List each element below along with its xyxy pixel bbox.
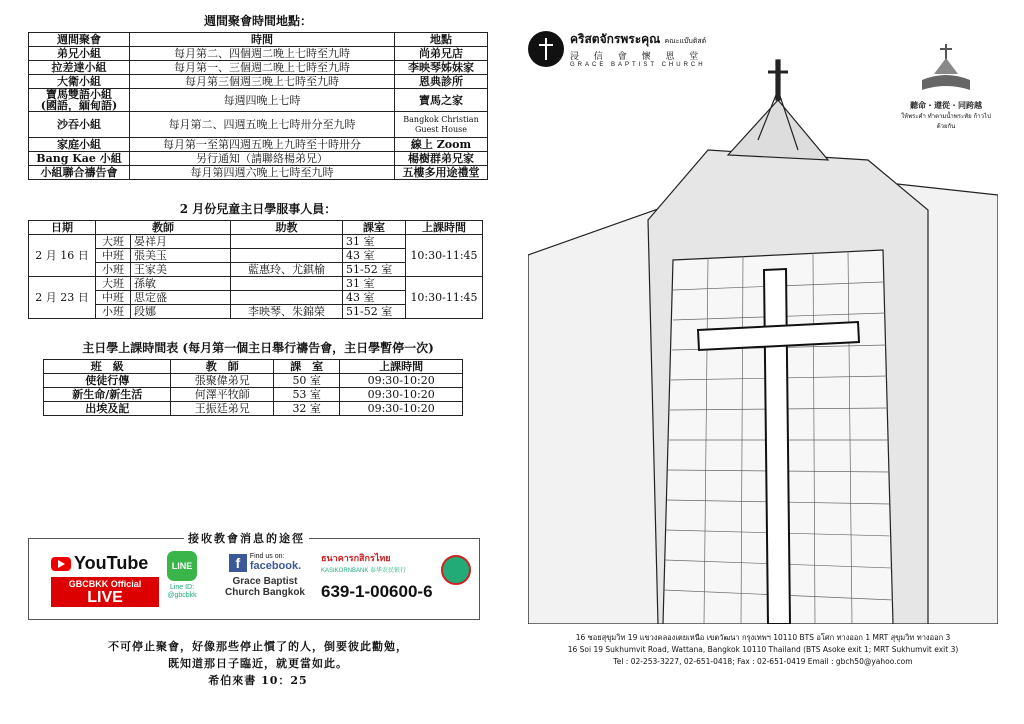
header-cell: 日期 bbox=[29, 221, 96, 235]
youtube-live-badge bbox=[51, 577, 159, 607]
address-th: 16 ซอยสุขุมวิท 19 แขวงคลองเตยเหนือ เขตวัฒนา กรุงเทพฯ 10110 BTS อโศก ทางออก 1 MRT สุขุมวิท ทางออก 3 bbox=[575, 633, 951, 642]
header-cell: 課 室 bbox=[274, 360, 340, 374]
line-id: Line ID: @gbcbkk bbox=[167, 584, 197, 599]
table-cell: 31 室 bbox=[343, 277, 406, 291]
meetings-table bbox=[28, 32, 488, 180]
motto-th: ให้พระคำ ทำตามน้ำพระทัย ก้าวไปด้วยกัน bbox=[901, 113, 991, 130]
table-cell: 09:30-10:20 bbox=[340, 402, 463, 416]
church-address bbox=[528, 632, 998, 668]
table-row bbox=[29, 138, 488, 152]
table-cell: 小組聯合禱告會 bbox=[29, 166, 130, 180]
youtube-channel: GBCBKK Official bbox=[68, 579, 142, 589]
table-cell: 拉差達小組 bbox=[29, 61, 130, 75]
table-cell: 新生命/新生活 bbox=[44, 388, 171, 402]
header-cell: 教師 bbox=[96, 221, 231, 235]
facebook-name: facebook. bbox=[249, 560, 302, 572]
bank-block bbox=[321, 551, 471, 602]
youtube-live: LIVE bbox=[87, 589, 123, 606]
table-cell: 張聚偉弟兄 bbox=[171, 374, 274, 388]
table-cell: 53 室 bbox=[274, 388, 340, 402]
header-cell: 課室 bbox=[343, 221, 406, 235]
church-cross-logo-icon bbox=[528, 31, 564, 67]
adult-school-title: 主日學上課時間表 (每月第一個主日舉行禱告會，主日學暫停一次) bbox=[82, 341, 434, 355]
header-cell: 時間 bbox=[130, 33, 395, 47]
table-cell bbox=[231, 249, 343, 263]
table-row bbox=[29, 152, 488, 166]
table-cell: 李映琴、朱錦榮 bbox=[231, 305, 343, 319]
header-cell: 上課時間 bbox=[406, 221, 483, 235]
header-cell: 地點 bbox=[395, 33, 488, 47]
table-cell: 恩典診所 bbox=[395, 75, 488, 89]
table-row bbox=[29, 277, 483, 291]
bible-church-icon bbox=[916, 40, 976, 96]
table-cell: 每月第二、四週五晚上七時卅分至九時 bbox=[130, 112, 395, 138]
header-cell: 週間聚會 bbox=[29, 33, 130, 47]
table-row bbox=[29, 166, 488, 180]
table-cell: Bangkok Christian Guest House bbox=[395, 112, 488, 138]
table-cell: 另行通知（請聯絡楊弟兄） bbox=[130, 152, 395, 166]
line-block[interactable] bbox=[159, 551, 205, 600]
table-cell: 李映琴姊妹家 bbox=[395, 61, 488, 75]
table-cell: 每週四晚上七時 bbox=[130, 89, 395, 112]
youtube-label: YouTube bbox=[74, 553, 149, 573]
table-row bbox=[29, 75, 488, 89]
table-row bbox=[44, 374, 463, 388]
table-cell: 大班 bbox=[96, 235, 131, 249]
church-name-zh: 浸 信 會 懷 恩 堂 bbox=[570, 52, 705, 62]
table-cell: 使徒行傳 bbox=[44, 374, 171, 388]
table-cell: 晏祥月 bbox=[131, 235, 231, 249]
cover-page bbox=[528, 20, 998, 624]
contact-box bbox=[28, 532, 480, 620]
table-cell: 五樓多用途禮堂 bbox=[395, 166, 488, 180]
facebook-icon: f bbox=[229, 554, 247, 572]
table-cell: 51-52 室 bbox=[343, 305, 406, 319]
verse-line-2: 既知道那日子臨近，就更當如此。 bbox=[168, 657, 348, 670]
bank-name-th: ธนาคารกสิกรไทย bbox=[321, 553, 391, 563]
table-cell: 10:30-11:45 bbox=[406, 235, 483, 277]
sunday-staff-table bbox=[28, 220, 483, 319]
table-header-row bbox=[29, 221, 483, 235]
table-cell: 每月第四週六晚上七時至九時 bbox=[130, 166, 395, 180]
table-cell: 51-52 室 bbox=[343, 263, 406, 277]
facebook-text bbox=[250, 553, 301, 572]
meetings-title: 週間聚會時間地點： bbox=[203, 14, 312, 28]
table-cell: 出埃及記 bbox=[44, 402, 171, 416]
church-name bbox=[570, 30, 706, 68]
adult-school-table bbox=[43, 359, 463, 416]
table-cell: 每月第一至第四週五晚上九時至十時卅分 bbox=[130, 138, 395, 152]
table-cell: 張美玉 bbox=[131, 249, 231, 263]
line-icon: LINE bbox=[167, 551, 197, 581]
facebook-logo bbox=[215, 553, 315, 572]
youtube-block[interactable] bbox=[51, 553, 159, 607]
table-cell bbox=[231, 277, 343, 291]
church-name-th-small: คณะแบ๊บติสต์ bbox=[664, 37, 707, 45]
address-en: 16 Soi 19 Sukhumvit Road, Wattana, Bangkok 10110 Thailand (BTS Asoke exit 1; MRT Sukhumvit exit 3) bbox=[567, 645, 959, 654]
table-cell: 2 月 23 日 bbox=[29, 277, 96, 319]
play-icon bbox=[51, 557, 71, 571]
table-row bbox=[44, 388, 463, 402]
sunday-staff-title: 2 月份兒童主日學服事人員： bbox=[179, 202, 337, 216]
bank-name-en: KASIKORNBANK 泰华农民银行 bbox=[321, 568, 407, 574]
table-cell: 藍惠玲、尤錤榆 bbox=[231, 263, 343, 277]
church-name-en: GRACE BAPTIST CHURCH bbox=[570, 62, 706, 68]
table-cell: 大衛小組 bbox=[29, 75, 130, 89]
table-cell: 中班 bbox=[96, 249, 131, 263]
youtube-logo bbox=[51, 553, 159, 574]
church-name-th: คริสตจักรพระคุณ bbox=[570, 32, 661, 46]
table-row bbox=[29, 112, 488, 138]
table-cell: 32 室 bbox=[274, 402, 340, 416]
contact-title: 接收教會消息的途徑 bbox=[184, 530, 309, 546]
table-cell: 大班 bbox=[96, 277, 131, 291]
header-cell: 上課時間 bbox=[340, 360, 463, 374]
table-cell: 家庭小組 bbox=[29, 138, 130, 152]
table-row bbox=[29, 61, 488, 75]
table-row bbox=[44, 402, 463, 416]
table-cell: 09:30-10:20 bbox=[340, 374, 463, 388]
kasikorn-logo-icon bbox=[441, 555, 471, 585]
verse-line-1: 不可停止聚會，好像那些停止慣了的人，倒要彼此勸勉， bbox=[108, 640, 408, 653]
table-header-row bbox=[29, 33, 488, 47]
table-cell: 寶馬雙語小組 (國語，緬甸語) bbox=[29, 89, 130, 112]
table-cell: 43 室 bbox=[343, 291, 406, 305]
header-cell: 班 級 bbox=[44, 360, 171, 374]
facebook-page-name: Grace Baptist Church Bangkok bbox=[224, 576, 305, 598]
left-page bbox=[28, 12, 488, 416]
contact-phone: Tel : 02-253-3227, 02-651-0418; Fax : 02-651-0419 Email : gbch50@yahoo.com bbox=[613, 657, 913, 666]
table-cell: 小班 bbox=[96, 263, 131, 277]
table-cell: 31 室 bbox=[343, 235, 406, 249]
verse-reference: 希伯來書 10：25 bbox=[208, 674, 308, 687]
table-cell: 何澤平牧師 bbox=[171, 388, 274, 402]
table-row bbox=[29, 47, 488, 61]
table-cell: 2 月 16 日 bbox=[29, 235, 96, 277]
table-cell: 10:30-11:45 bbox=[406, 277, 483, 319]
table-cell: 每月第二、四個週二晚上七時至九時 bbox=[130, 47, 395, 61]
table-cell: 尚弟兄店 bbox=[395, 47, 488, 61]
church-header bbox=[528, 30, 706, 68]
header-cell: 教 師 bbox=[171, 360, 274, 374]
table-cell: 弟兄小組 bbox=[29, 47, 130, 61]
motto-block bbox=[896, 40, 996, 131]
table-cell: 沙吞小組 bbox=[29, 112, 130, 138]
table-header-row bbox=[44, 360, 463, 374]
table-cell: 中班 bbox=[96, 291, 131, 305]
table-cell bbox=[231, 291, 343, 305]
motto-zh: 聽命・遵從・同跨越 bbox=[910, 100, 982, 110]
table-cell: 每月第一、三個週二晚上七時至九時 bbox=[130, 61, 395, 75]
table-cell: Bang Kae 小組 bbox=[29, 152, 130, 166]
table-cell: 09:30-10:20 bbox=[340, 388, 463, 402]
header-cell: 助教 bbox=[231, 221, 343, 235]
table-cell: 43 室 bbox=[343, 249, 406, 263]
table-cell: 寶馬之家 bbox=[395, 89, 488, 112]
table-row bbox=[29, 89, 488, 112]
table-cell: 每月第三個週三晚上七時至九時 bbox=[130, 75, 395, 89]
facebook-find-label: Find us on: bbox=[249, 553, 285, 560]
bank-account: 639-1-00600-6 bbox=[321, 582, 433, 601]
table-cell: 段娜 bbox=[131, 305, 231, 319]
table-cell: 思定盛 bbox=[131, 291, 231, 305]
table-cell: 小班 bbox=[96, 305, 131, 319]
facebook-block[interactable] bbox=[215, 553, 315, 598]
table-cell: 王振廷弟兄 bbox=[171, 402, 274, 416]
table-cell: 線上 Zoom bbox=[395, 138, 488, 152]
table-cell: 50 室 bbox=[274, 374, 340, 388]
table-cell: 王家美 bbox=[131, 263, 231, 277]
table-cell: 楊樹群弟兄家 bbox=[395, 152, 488, 166]
table-cell: 孫敏 bbox=[131, 277, 231, 291]
table-cell bbox=[231, 235, 343, 249]
bible-verse bbox=[28, 638, 488, 689]
table-row bbox=[29, 235, 483, 249]
